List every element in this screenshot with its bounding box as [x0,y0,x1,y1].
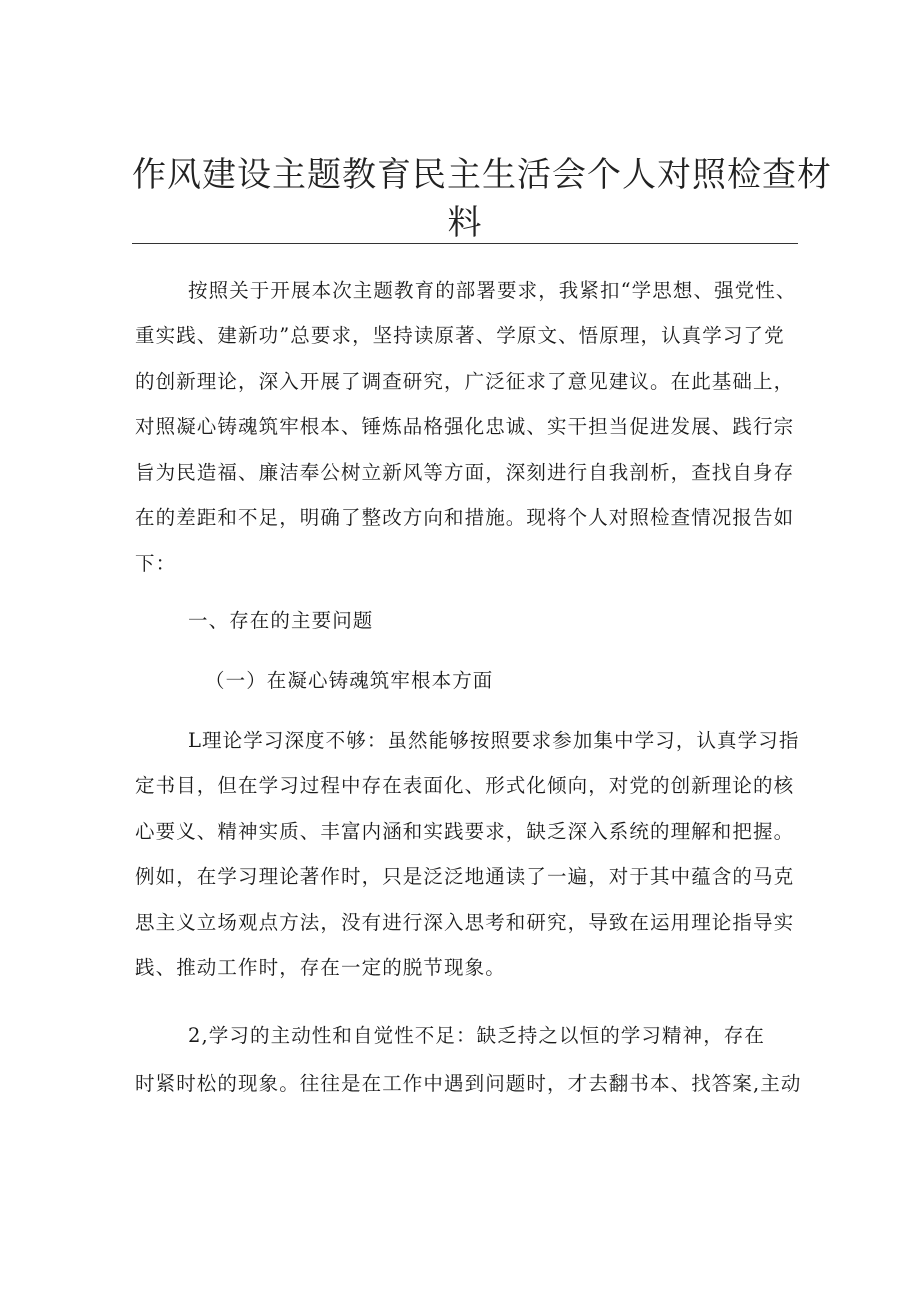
intro-line-6: 在的差距和不足，明确了整改方向和措施。现将个人对照检查情况报告如 [135,506,795,529]
intro-line-2: 重实践、建新功”总要求，坚持读原著、学原文、悟原理，认真学习了党 [135,324,785,347]
item1-line-3: 心要义、精神实质、丰富内涵和实践要求，缺乏深入系统的理解和把握。 [135,820,795,843]
document-title-line-1: 作风建设主题教育民主生活会个人对照检查材 [132,155,832,195]
item1-line-2: 定书目，但在学习过程中存在表面化、形式化倾向，对党的创新理论的核 [135,774,795,797]
section-heading: 一、存在的主要问题 [188,609,374,632]
item1-line-6: 践、推动工作时，存在一定的脱节现象。 [135,956,506,979]
item1-line-1: L理论学习深度不够：虽然能够按照要求参加集中学习，认真学习指 [188,729,800,752]
item1-line-5: 思主义立场观点方法，没有进行深入思考和研究，导致在运用理论指导实 [135,911,795,934]
document-title-line-2: 料 [447,203,483,243]
intro-line-7: 下： [135,552,177,575]
intro-line-3: 的创新理论，深入开展了调查研究，广泛征求了意见建议。在此基础上， [135,370,795,393]
intro-line-4: 对照凝心铸魂筑牢根本、锤炼品格强化忠诚、实干担当促进发展、践行宗 [135,415,795,438]
item2-line-2: 时紧时松的现象。往往是在工作中遇到问题时，才去翻书本、找答案,主动 [135,1072,802,1095]
title-underline [132,243,798,244]
intro-line-5: 旨为民造福、廉洁奉公树立新风等方面，深刻进行自我剖析，查找自身存 [135,461,795,484]
subsection-heading: （一）在凝心铸魂筑牢根本方面 [205,669,494,692]
item1-line-4: 例如，在学习理论著作时，只是泛泛地通读了一遍，对于其中蕴含的马克 [135,865,795,888]
intro-line-1: 按照关于开展本次主题教育的部署要求，我紧扣“学思想、强党性、 [188,279,797,302]
item2-line-1: 2,学习的主动性和自觉性不足：缺乏持之以恒的学习精神，存在 [188,1024,766,1047]
